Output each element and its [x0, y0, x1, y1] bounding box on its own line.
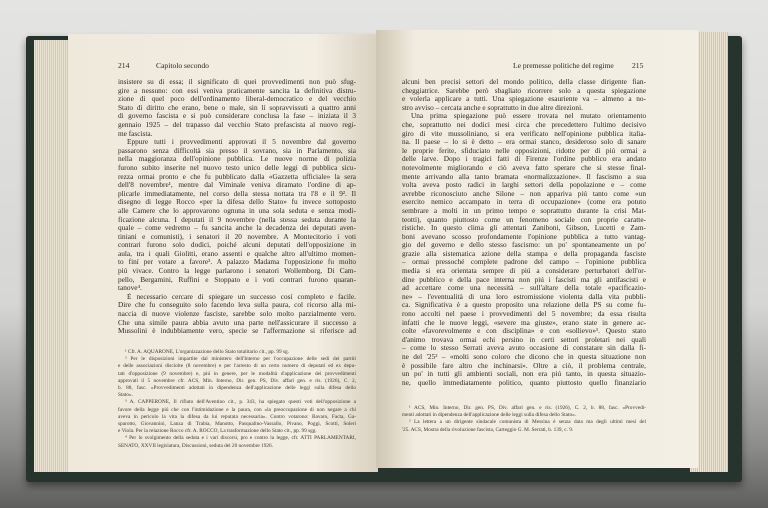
text-line: è possibile fare altro che inchinarsi». Oltre a ciò, il problema centrale,: [402, 361, 646, 370]
running-head: Capitolo secondo: [156, 61, 209, 70]
text-line: sembrare a molti in un primo tempo e soprattutto durante la crisi Mat-: [402, 206, 646, 215]
footnotes: [402, 405, 646, 434]
text-line: giro di vite mussoliniano, si era verificato nell'opinione pubblica italia-: [402, 129, 646, 138]
text-line: esercito nemico accampato in terra di occupazione» (come era potuto: [402, 198, 646, 207]
footnote-line: e Viola. Per la relazione Rocco cfr. A. ROCCO, La trasformazione dello Stato cit., pp. 99 sgg.: [118, 428, 317, 435]
footnote-line: approvati il 5 novembre cfr. ACS, Min. Interno, Dir. gen. PS, Div. affari gen. e ris. (1926), C. 2,: [118, 377, 356, 384]
text-line: ne» – l'eventualità di una loro estromissione violenta dalla vita pubbli-: [402, 292, 646, 301]
text-line: stro avviso – cercata anche e soprattutto in due altre direzioni.: [402, 103, 583, 112]
text-line: di governo fascista e si può considerare conclusa la fase – iniziata il 3: [118, 112, 356, 121]
text-line: mente arrivando alla tanto bramata «normalizzazione». Il fascismo a sua: [402, 172, 646, 181]
running-head: Le premesse politiche del regime: [513, 61, 614, 70]
page-number: 215: [632, 61, 644, 70]
text-line: Dire che fu conseguito solo facendo leva sulla paura, col ricorso alla mi-: [118, 301, 356, 310]
footnote-line: ¹ ACS, Min. Interno, Dir. gen. PS, Div. affari gen. e ris. (1926), C. 2, b. 88, fasc. «Provvedi-: [409, 405, 646, 411]
text-line: Una prima spiegazione può essere trovata nel mutato orientamento: [411, 112, 646, 121]
body-text: [118, 78, 356, 336]
text-line: quale – come vedremo – fu sancita anche la decadenza dei deputati aven-: [118, 224, 356, 233]
footnote-line: menti adottati in dipendenza dell'applicazione delle leggi sulla difesa dello Stato».: [402, 412, 577, 419]
right-page: [376, 30, 698, 468]
text-line: me fascista.: [118, 129, 153, 138]
text-line: ne del '25² – «molti sono coloro che dicono che in questa situazione non: [402, 353, 646, 361]
text-line: cheggiatrice. Sarebbe però sbagliato ricorrere solo a questa spiegazione: [402, 86, 646, 95]
text-line: Eppure tutti i provvedimenti approvati il 5 novembre dal governo: [127, 138, 356, 147]
text-line: nella maggioranza dell'opinione pubblica. Le nuove norme di polizia: [118, 155, 356, 164]
text-line: ca. Significativa è a questo proposito una relazione della PS su come fu-: [402, 301, 646, 310]
text-line: volta aveva posto radici in larghi settori della popolazione e – come: [402, 181, 646, 190]
text-line: gire a nessuno: con essi veniva praticamente sancita la definitiva distru-: [118, 86, 356, 95]
footnote-line: sparotto, Giovannini, Lanza di Trabia, Manotto, Pasqualino-Vassallo, Pivano, Poggi, Scotti, Soleri: [118, 421, 356, 428]
text-line: teotti), quanto piuttosto come un fenomeno sociale con proprie caratte-: [402, 215, 646, 224]
text-line: gio del governo e dello stesso fascismo: un po' spontaneamente un po': [402, 241, 646, 250]
text-line: infatti che le nuove leggi, «severe ma giuste», erano state in genere ac-: [402, 318, 646, 327]
text-line: passarono senza difficoltà sia presso il sovrano, sia in Parlamento, sia: [118, 146, 356, 155]
footnote-line: tati d'opposizione (9 novembre) e, piú in genere, per le modalità d'applicazione dei provvedimenti: [118, 370, 356, 377]
text-line: to finí per votare a favore³. A palazzo Madama l'opposizione fu molto: [118, 258, 356, 267]
text-line: avrebbe riconosciuto anche Silone – non appariva piú tanto come «un: [402, 189, 646, 198]
text-line: furono subito inserite nel nuovo testo unico delle leggi di pubblica sicu-: [118, 163, 356, 172]
text-line: plicarle immediatamente, nel corso della stessa nottata tra l'8 e il 9². Il: [118, 189, 356, 198]
text-line: e volerla applicare a tutti. Una spiegazione esauriente va – almeno a no-: [402, 95, 646, 104]
text-line: pello, Bergamini, Ruffini e Stoppato e i voti contrari furono quaran-: [118, 275, 356, 284]
text-line: piú vivace. Contro la legge parlarono i senatori Wollemborg, Di Cam-: [118, 267, 356, 276]
text-line: – come lo stesso Serrati aveva avuto occasione di constatare sin dalla fi-: [402, 344, 646, 353]
text-line: media si era orientata sempre di piú a considerare perturbatori dell'or-: [402, 267, 646, 276]
text-line: Mussolini è indubbiamente vero, specie se l'affermazione si riferisce ad: [118, 327, 356, 336]
left-page: [68, 34, 378, 472]
text-line: ristiche. In questo clima gli attentati Zaniboni, Gibson, Lucetti e Zam-: [402, 224, 646, 233]
text-line: zione di quel poco dell'ordinamento liberal-democratico e del vecchio: [118, 95, 356, 104]
text-line: notevolmente migliorando e ciò aveva fatto sperare che si stesse final-: [402, 163, 646, 172]
footnote-line: SENATO, XXVII legislatura, Discussioni, seduta del 20 novembre 1926.: [118, 442, 273, 449]
body-text: [402, 78, 646, 387]
text-line: rono accolti nel paese i provvedimenti del 5 novembre; da essa risulta: [402, 310, 646, 319]
text-line: insistere su di essa; il significato di quei provvedimenti non può sfug-: [118, 78, 356, 86]
text-line: ne, quello immediatamente politico, quanto piuttosto quello finanziario: [402, 378, 646, 387]
footnotes: [118, 349, 356, 450]
text-line: disegno di legge Rocco «per la difesa dello Stato» fu invece sottoposto: [118, 198, 356, 207]
footnote-line: ² La lettera a un dirigente sindacale comunista di Messina è senza data ma degli ultimi mesi del: [409, 419, 646, 426]
text-line: tanove⁴.: [118, 284, 142, 293]
text-line: colte «favorevolmente e con disciplina» e con «sollievo»¹. Questo stato: [402, 327, 646, 336]
text-line: alcuni ben precisi settori del mondo politico, della classe dirigente fian-: [402, 78, 646, 86]
text-line: un po' in tutti gli ambienti sociali, non era piú tanto, in questa situazio-: [402, 370, 646, 379]
footnote-line: favore della legge piú che con l'intimidazione e la paura, con «la preoccupazione di non negare a chi: [118, 406, 356, 413]
footnote-line: ¹ Cfr. A. AQUARONE, L'organizzazione dello Stato totalitario cit., pp. 99 sg.: [125, 349, 289, 355]
text-line: È necessario cercare di spiegare un successo cosí completo e facile.: [127, 292, 356, 301]
text-line: grazie alla sistematica azione della stampa e della propaganda fasciste: [402, 249, 646, 258]
text-line: naccia di nuove violenze fasciste, sarebbe solo molto parzialmente vero.: [118, 310, 356, 319]
text-line: dell'8 novembre¹, mentre dal Viminale veniva diramato l'ordine di ap-: [118, 181, 356, 190]
text-line: ad accettare come una necessità – sull'altare della totale «pacificazio-: [402, 284, 646, 293]
text-line: tiniani e comunisti), i senatori il 20 novembre. A Montecitorio i voti: [118, 232, 356, 241]
footnote-line: ⁴ Per lo svolgimento della seduta e i vari discorsi, pro e contro la legge, cfr. ATTI PARLAMENTARI,: [125, 435, 356, 442]
text-line: d'animo trovava ormai echi persino in certi settori proletari nei quali: [402, 335, 646, 344]
text-line: gennaio 1925 – del trapasso dal vecchio Stato prefascista al nuovo regi-: [118, 120, 356, 129]
text-line: aula, tra i quali Giolitti, erano assenti e qualche altro all'ultimo momen-: [118, 249, 356, 258]
footnote-line: '25. ACS, Mostra della rivoluzione fascista, Carteggio G. M. Serrati, b. 139, c. 9.: [402, 426, 574, 433]
text-line: contrari furono solo dodici, poiché alcuni deputati dell'opposizione in: [118, 241, 356, 250]
page-number: 214: [118, 61, 130, 70]
text-line: Stato di diritto che erano, bene o male, sin lí sopravvissuti a quattro anni: [118, 103, 356, 112]
text-line: le proprie ferite, sfiduciato nelle opposizioni, ridotte per di piú ormai a: [402, 146, 646, 155]
footnote-line: ² Per le disposizioni impartite dal ministero dell'Interno per l'occupazione delle sedi dei partiti: [125, 356, 356, 363]
text-line: boni avevano scosso profondamente l'opinione pubblica a tutto vantag-: [402, 232, 646, 241]
footnote-line: e delle associazioni disciolte (8 novembre) e per l'arresto di un certo numero di deputati ed ex depu-: [118, 363, 356, 370]
footnote-line: aveva in pericolo la vita la difesa da lui reputata necessaria». Contro votarono: Bavaro, Facta, Ga-: [118, 413, 356, 420]
text-line: alle Camere che lo approvarono ognuna in una sola seduta e senza modi-: [118, 206, 356, 215]
text-line: rezza ormai pronto e che fu pubblicato dalla «Gazzetta ufficiale» la sera: [118, 172, 356, 181]
text-line: delle larve. Dopo i tragici fatti di Firenze l'ordine pubblico era andato: [402, 155, 646, 164]
text-line: Che una simile paura abbia avuto una parte nell'assicurare il successo a: [118, 318, 356, 327]
text-line: na. Il paese – lo si è detto – era ormai stanco, desideroso solo di sanare: [402, 138, 646, 147]
footnote-line: ³ A. CAPPERONE, Il rifiuto dell'Aventino cit., p. 343, ha spiegato questi voti dell'opposizione a: [125, 399, 356, 406]
footnote-line: Stato».: [118, 392, 133, 399]
footnote-line: b. 88, fasc. «Provvedimenti adottati in dipendenza dell'applicazione delle leggi sulla difesa dello: [118, 385, 356, 392]
text-line: – ormai pressoché complete padrone del campo – l'opinione pubblica: [402, 258, 646, 267]
text-line: che, soprattutto nei dodici mesi circa che precedettero l'ultimo decisivo: [402, 120, 646, 129]
text-line: dine pubblico e della pace interna non piú i fascisti ma gli antifascisti e: [402, 275, 646, 284]
text-line: ficazione alcuna. I deputati il 9 novembre (nella stessa seduta durante la: [118, 215, 356, 224]
